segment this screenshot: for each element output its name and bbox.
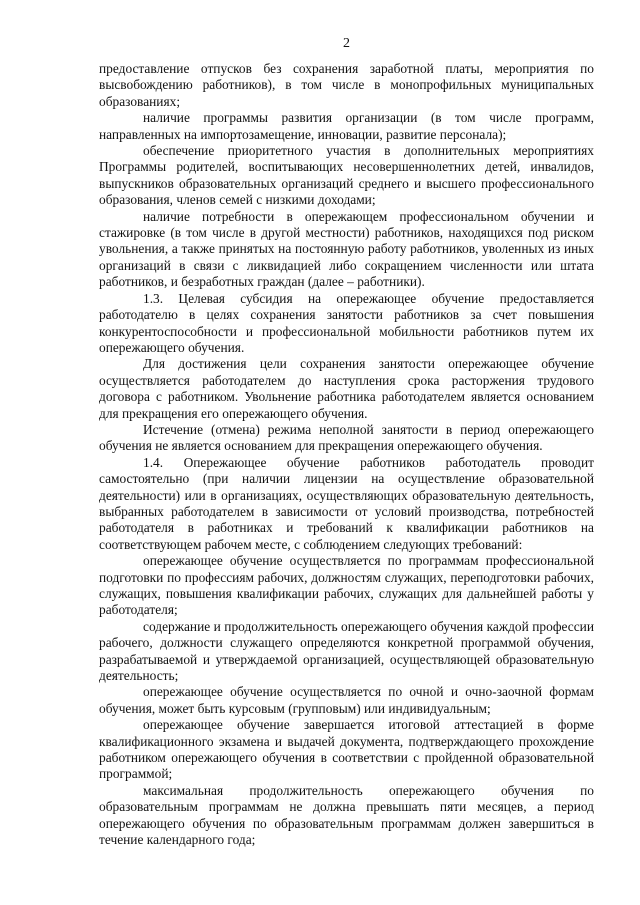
page-number: 2 — [343, 36, 350, 51]
paragraph-5: 1.3. Целевая субсидия на опережающее обучение предоставляется работодателю в целях сохранения занятости работников за счет повышения конкурентоспособности и профессиональной мобильности работников путем их опережающего обучения. — [99, 290, 594, 355]
paragraph-10: содержание и продолжительность опережающего обучения каждой профессии рабочего, должности служащего определяются конкретной программой обучения, разрабатываемой и утверждаемой организацией, осуществляющей образовательную деятельность; — [99, 618, 594, 684]
paragraph-3: обеспечение приоритетного участия в дополнительных мероприятиях Программы родителей, воспитывающих несовершеннолетних детей, инвалидов, выпускников образовательных организаций среднего и высшего профессионального образования, членов семей с низкими доходами; — [99, 143, 594, 208]
paragraph-8: 1.4. Опережающее обучение работников работодатель проводит самостоятельно (при наличии лицензии на осуществление образовательной деятельности) или в организациях, осуществляющих образовательную деятельность, выбранных работодателем в зависимости от условий производства, потребностей работодателя в работниках и требований к квалификации работников на соответствующем рабочем месте, с соблюдением следующих требований: — [99, 454, 594, 552]
paragraph-2: наличие программы развития организации (в том числе программ, направленных на импортозамещение, инновации, развитие персонала); — [99, 110, 594, 142]
paragraph-12: опережающее обучение завершается итоговой аттестацией в форме квалификационного экзамена и выдачей документа, подтверждающего прохождение работником опережающего обучения в соответствии с пройденной образовательной программой; — [99, 717, 594, 782]
paragraph-6: Для достижения цели сохранения занятости опережающее обучение осуществляется работодателем до наступления срока расторжения трудового договора с работником. Увольнение работника работодателем является основанием для прекращения его опережающего обучения. — [99, 356, 594, 421]
paragraph-1: предоставление отпусков без сохранения заработной платы, мероприятия по высвобождению работников), в том числе в монопрофильных муниципальных образованиях; — [99, 61, 594, 109]
paragraph-7: Истечение (отмена) режима неполной занятости в период опережающего обучения не является основанием для прекращения опережающего обучения. — [99, 421, 594, 454]
paragraph-11: опережающее обучение осуществляется по очной и очно-заочной формам обучения, может быть курсовым (групповым) или индивидуальным; — [99, 684, 594, 716]
paragraph-13: максимальная продолжительность опережающего обучения по образовательным программам не должна превышать пяти месяцев, а период опережающего обучения по образовательным программам должен завершиться в течение календарного года; — [99, 782, 594, 848]
paragraph-4: наличие потребности в опережающем профессиональном обучении и стажировке (в том числе в другой местности) работников, находящихся под риском увольнения, а также принятых на постоянную работу работников, уволенных из иных организаций в связи с ликвидацией либо сокращением численности или штата работников, и безработных граждан (далее – работники). — [99, 208, 594, 290]
paragraph-9: опережающее обучение осуществляется по программам профессиональной подготовки по профессиям рабочих, должностям служащих, переподготовки рабочих, служащих, повышения квалификации рабочих, служащих для дальнейшей работы у работодателя; — [99, 553, 594, 618]
